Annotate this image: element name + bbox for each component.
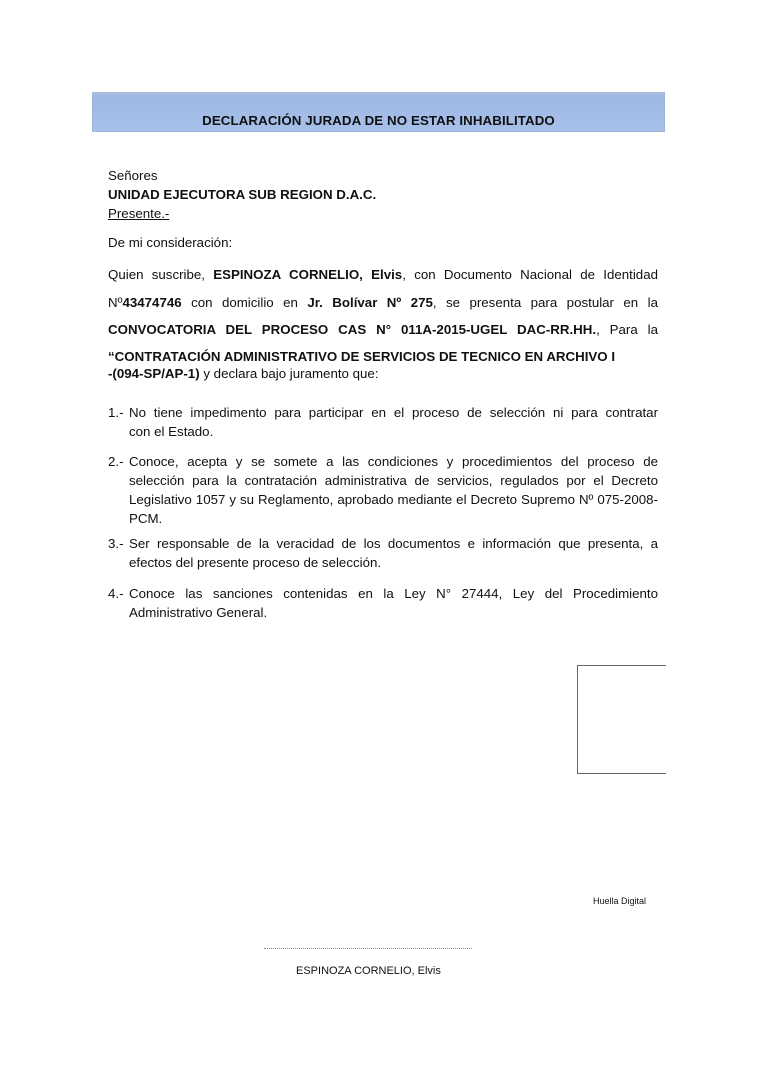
- salutation: Señores: [108, 168, 158, 183]
- title-banner: [92, 92, 665, 132]
- intro-line-1: [108, 265, 658, 284]
- item-text: efectos del presente proceso de selección.: [129, 555, 382, 570]
- applicant-name: ESPINOZA CORNELIO, Elvis: [213, 267, 403, 282]
- intro-text: Quien suscribe,: [108, 267, 205, 282]
- greeting: De mi consideración:: [108, 235, 233, 250]
- intro-line-5: [108, 364, 658, 383]
- intro-text: con domicilio en: [191, 295, 298, 310]
- signature-line: [264, 948, 472, 949]
- item-text: Conoce las sanciones contenidas en la Ley N° 27444, Ley del Procedimiento: [129, 586, 658, 601]
- fingerprint-box: [577, 665, 666, 774]
- intro-line-3: [108, 320, 658, 339]
- fingerprint-label: Huella Digital: [593, 896, 647, 906]
- intro-text: , Para la: [596, 322, 658, 337]
- presente-label: Presente.-: [108, 206, 170, 221]
- item-text: con el Estado.: [129, 424, 214, 439]
- intro-text: y declara bajo juramento que:: [203, 366, 379, 381]
- item-number: 1.-: [108, 405, 124, 420]
- declaration-item: [108, 584, 658, 622]
- intro-line-2: [108, 293, 658, 312]
- declaration-item: [108, 534, 658, 572]
- dni-number: 43474746: [122, 295, 182, 310]
- item-number: 3.-: [108, 536, 124, 551]
- item-number: 2.-: [108, 454, 124, 469]
- declaration-item: [108, 403, 658, 441]
- item-text: Ser responsable de la veracidad de los documentos e información que presenta, a: [129, 536, 658, 551]
- intro-text: , con Documento Nacional de Identidad: [402, 267, 658, 282]
- item-number: 4.-: [108, 586, 124, 601]
- item-text: No tiene impedimento para participar en el proceso de selección ni para contratar: [129, 405, 658, 420]
- intro-text: Nº: [108, 295, 123, 310]
- document-title: DECLARACIÓN JURADA DE NO ESTAR INHABILITADO: [202, 113, 555, 128]
- intro-text: , se presenta para postular en la: [432, 295, 658, 310]
- recipient-entity: UNIDAD EJECUTORA SUB REGION D.A.C.: [108, 187, 377, 202]
- declaration-item: [108, 452, 658, 528]
- item-text: selección para la contratación administrativa de servicios, regulados por el Decreto Legislativo 1057 y su Reglamento, aprobado mediante el Decreto Supremo Nº 075-2008-PCM.: [129, 473, 658, 526]
- item-text: Conoce, acepta y se somete a las condiciones y procedimientos del proceso de: [129, 454, 658, 469]
- contract-title: “CONTRATACIÓN ADMINISTRATIVO DE SERVICIOS DE TECNICO EN ARCHIVO I: [108, 349, 616, 364]
- item-text: Administrativo General.: [129, 605, 268, 620]
- signature-name: ESPINOZA CORNELIO, Elvis: [296, 965, 441, 977]
- address: Jr. Bolívar Nº 275: [307, 295, 433, 310]
- convocatoria: CONVOCATORIA DEL PROCESO CAS N° 011A-2015-UGEL DAC-RR.HH.: [108, 322, 597, 337]
- position-code: -(094-SP/AP-1): [108, 366, 200, 381]
